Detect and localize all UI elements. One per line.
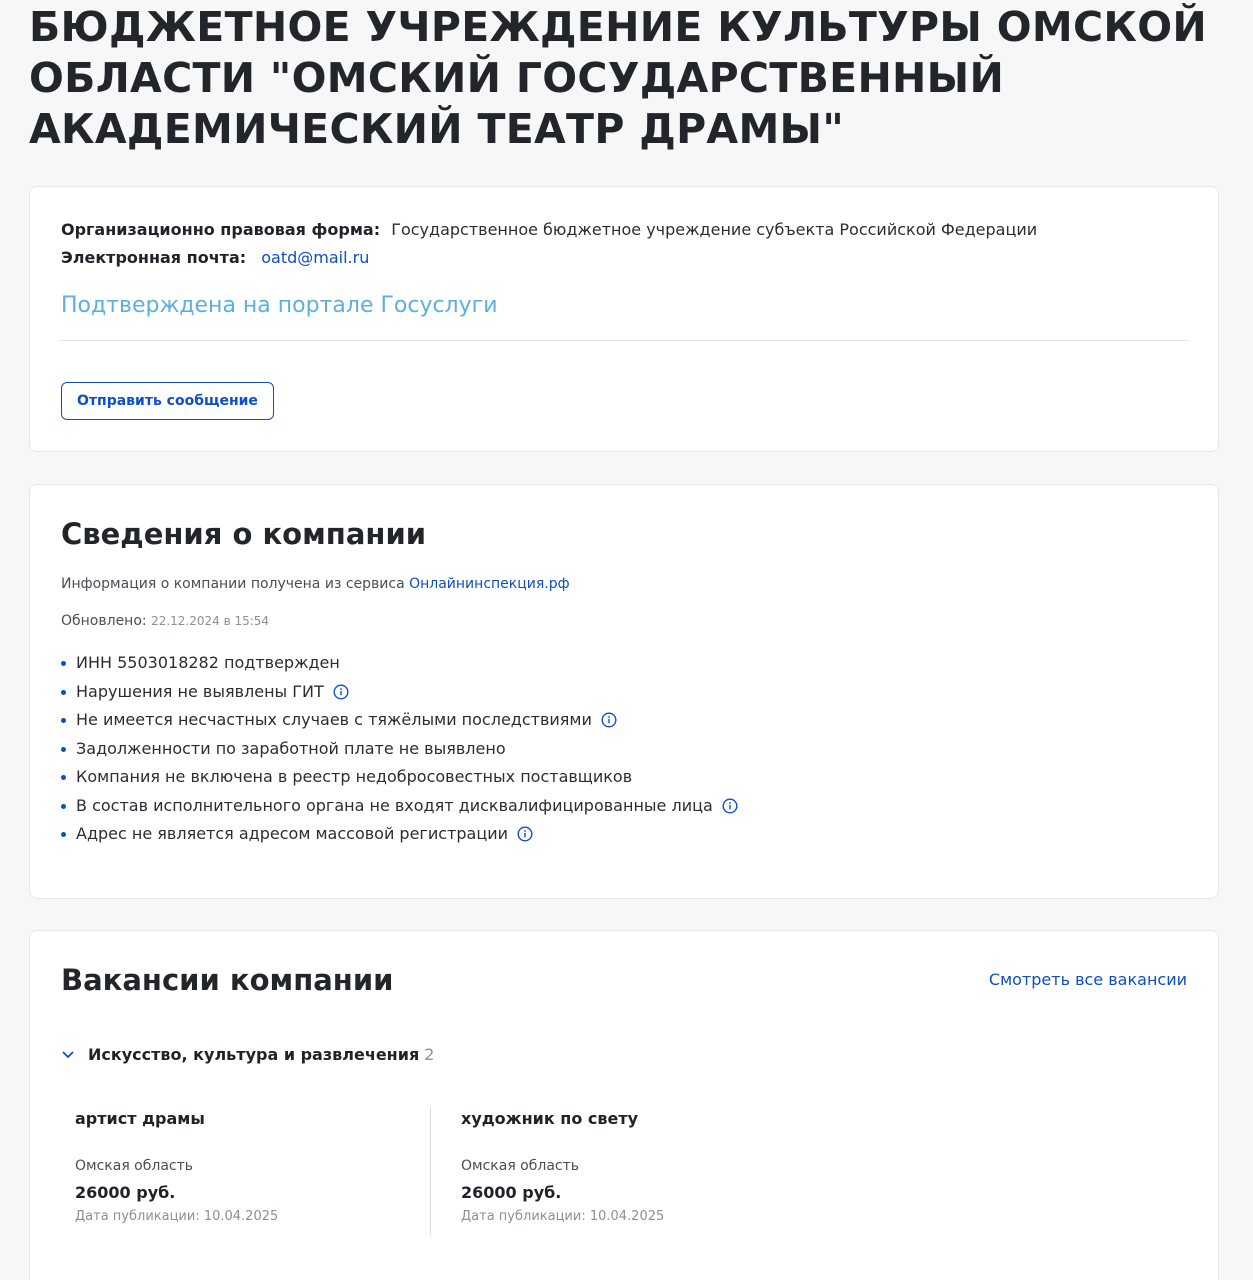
email-row bbox=[61, 247, 369, 269]
updated-line bbox=[61, 611, 269, 631]
vacancy-region: Омская область bbox=[461, 1158, 580, 1174]
legal-form-label: Организационно правовая форма: bbox=[61, 220, 381, 239]
source-text: Информация о компании получена из сервиса bbox=[61, 576, 405, 592]
vacancy-salary: 26000 руб. bbox=[461, 1183, 562, 1202]
info-icon[interactable] bbox=[601, 712, 617, 728]
vacancies-card bbox=[29, 930, 1219, 1280]
see-all-vacancies-link[interactable]: Смотреть все вакансии bbox=[988, 970, 1187, 989]
divider bbox=[61, 340, 1188, 341]
chevron-down-icon bbox=[61, 1048, 75, 1062]
vacancy-card[interactable] bbox=[75, 1107, 431, 1235]
gosuslugi-verified-text: Подтверждена на портале Госуслуги bbox=[61, 293, 498, 318]
company-facts-list bbox=[61, 652, 738, 852]
organization-card bbox=[29, 186, 1219, 452]
fact-text: Адрес не является адресом массовой регистрации bbox=[76, 824, 508, 843]
vacancy-card[interactable] bbox=[461, 1107, 817, 1235]
send-message-button[interactable]: Отправить сообщение bbox=[61, 382, 274, 420]
vacancies-title: Вакансии компании bbox=[61, 963, 394, 997]
category-name: Искусство, культура и развлечения bbox=[88, 1045, 420, 1064]
email-link[interactable]: oatd@mail.ru bbox=[261, 248, 370, 267]
page-title: БЮДЖЕТНОЕ УЧРЕЖДЕНИЕ КУЛЬТУРЫ ОМСКОЙ ОБЛАСТИ "ОМСКИЙ ГОСУДАРСТВЕННЫЙ АКАДЕМИЧЕСКИЙ ТЕАТР ДРАМЫ" bbox=[29, 3, 1207, 153]
fact-item bbox=[61, 652, 738, 681]
updated-date: 22.12.2024 в 15:54 bbox=[151, 614, 270, 628]
category-count: 2 bbox=[424, 1045, 435, 1064]
vacancy-separator bbox=[430, 1107, 431, 1235]
legal-form-value: Государственное бюджетное учреждение субъекта Российской Федерации bbox=[391, 220, 1038, 239]
vacancy-salary: 26000 руб. bbox=[75, 1183, 176, 1202]
fact-item bbox=[61, 709, 738, 738]
source-link[interactable]: Онлайнинспекция.рф bbox=[409, 576, 570, 592]
fact-item bbox=[61, 823, 738, 852]
fact-text: Не имеется несчастных случаев с тяжёлыми последствиями bbox=[76, 710, 592, 729]
info-icon[interactable] bbox=[517, 826, 533, 842]
fact-item bbox=[61, 795, 738, 824]
fact-text: Компания не включена в реестр недобросовестных поставщиков bbox=[76, 767, 633, 786]
fact-text: Задолженности по заработной плате не выявлено bbox=[76, 738, 506, 758]
vacancy-date: Дата публикации: 10.04.2025 bbox=[75, 1209, 279, 1224]
vacancy-date: Дата публикации: 10.04.2025 bbox=[461, 1209, 665, 1224]
info-icon[interactable] bbox=[333, 684, 349, 700]
fact-text: ИНН 5503018282 подтвержден bbox=[76, 653, 340, 672]
fact-item bbox=[61, 738, 738, 767]
fact-item bbox=[61, 681, 738, 710]
category-toggle[interactable] bbox=[61, 1044, 434, 1066]
info-icon[interactable] bbox=[722, 798, 738, 814]
email-label: Электронная почта: bbox=[61, 248, 247, 267]
updated-label: Обновлено: bbox=[61, 613, 147, 629]
fact-text: Нарушения не выявлены ГИТ bbox=[76, 681, 324, 701]
fact-item bbox=[61, 766, 738, 795]
source-line bbox=[61, 574, 570, 594]
company-info-title: Сведения о компании bbox=[61, 517, 427, 551]
vacancy-region: Омская область bbox=[75, 1158, 194, 1174]
vacancy-title[interactable]: художник по свету bbox=[461, 1109, 639, 1128]
vacancy-title[interactable]: артист драмы bbox=[75, 1109, 205, 1128]
legal-form-row bbox=[61, 219, 1037, 241]
fact-text: В состав исполнительного органа не входят дисквалифицированные лица bbox=[76, 795, 713, 815]
company-info-card bbox=[29, 484, 1219, 899]
